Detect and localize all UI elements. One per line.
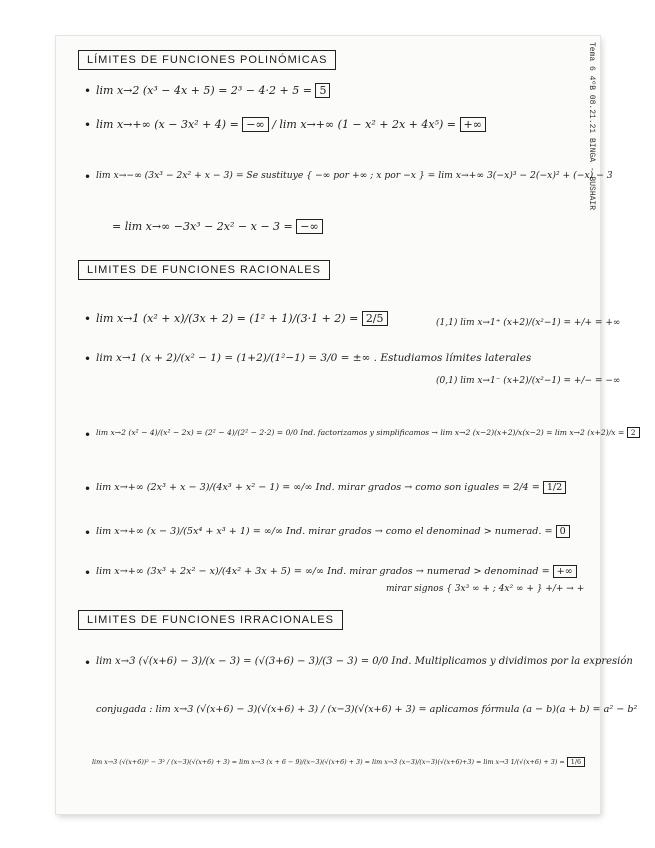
line-i1: lim x→3 (√(x+6) − 3)/(x − 3) = (√(3+6) − 3)/(3 − 3) = 0/0 Ind. Multiplicamos y dividimos por la expresión: [96, 656, 633, 667]
line-text: lim x→+∞ (3x³ + 2x² − x)/(4x² + 3x + 5) = ∞/∞ Ind. mirar grados → numerad > denominad =: [96, 566, 550, 577]
line-r6: [96, 566, 577, 577]
bullet: •: [84, 566, 92, 580]
line-text: lim x→1 (x² + x)/(3x + 2) = (1² + 1)/(3·1 + 2) =: [96, 312, 359, 325]
line-p3: lim x→−∞ (3x³ − 2x² + x − 3) = Se sustituye { −∞ por +∞ ; x por −x } = lim x→+∞ 3(−x)³ − 2(−x)² + (−x) − 3: [96, 170, 613, 181]
answer-box: −∞: [296, 219, 322, 234]
line-text: lim x→+∞ (x − 3)/(5x⁴ + x³ + 1) = ∞/∞ Ind. mirar grados → como el denominad > numerad. =: [96, 526, 553, 537]
answer-box: 1/6: [567, 757, 585, 767]
line-r5: [96, 526, 570, 537]
line-text: lim x→2 (x³ − 4x + 5) = 2³ − 4·2 + 5 =: [96, 84, 312, 97]
bullet: •: [84, 428, 92, 442]
answer-box: 1/2: [543, 481, 566, 494]
bullet: •: [84, 482, 92, 496]
line-text: lim x→2 (x² − 4)/(x² − 2x) = (2² − 4)/(2² − 2·2) = 0/0 Ind. factorizamos y simplificamos → lim x→2 (x−2)(x+2)/x(x−2) = lim x→2 (x+2)/x =: [96, 428, 625, 437]
line-r6-note: mirar signos { 3x³ ∞ + ; 4x² ∞ + } +/+ → +: [386, 584, 585, 594]
line-p4: [112, 220, 323, 233]
line-text: lim x→3 (√(x+6))² − 3² / (x−3)(√(x+6) + 3) = lim x→3 (x + 6 − 9)/(x−3)(√(x+6) + 3) = lim x→3 (x−3)/(x−3)(√(x+6)+3) = lim x→3 1/(√(x+6) + 3) =: [92, 758, 565, 766]
bullet: •: [84, 656, 92, 670]
bullet: •: [84, 526, 92, 540]
answer-box: 0: [556, 525, 570, 538]
answer-box: −∞: [242, 117, 268, 132]
line-r3: [96, 428, 640, 437]
notebook-page: [56, 36, 638, 814]
bullet: •: [84, 170, 92, 184]
heading-irracionales: LIMITES DE FUNCIONES IRRACIONALES: [78, 610, 343, 630]
line-p1: [96, 84, 330, 97]
line-text: lim x→+∞ (2x³ + x − 3)/(4x³ + x² − 1) = ∞/∞ Ind. mirar grados → como son iguales = 2/4 =: [96, 482, 540, 493]
line-i2: conjugada : lim x→3 (√(x+6) − 3)(√(x+6) + 3) / (x−3)(√(x+6) + 3) = aplicamos fórmula (a − b)(a + b) = a² − b²: [96, 704, 638, 715]
heading-racionales: LIMITES DE FUNCIONES RACIONALES: [78, 260, 330, 280]
line-r1: [96, 312, 388, 325]
bullet: •: [84, 352, 92, 366]
answer-box: +∞: [460, 117, 486, 132]
answer-box: 5: [315, 83, 330, 98]
line-r2: lim x→1 (x + 2)/(x² − 1) = (1+2)/(1²−1) = 3/0 = ±∞ . Estudiamos límites laterales: [96, 352, 532, 364]
margin-note: Tema 6 4ºB 08.21.21 BINGA - BUSHAIR: [587, 42, 596, 211]
answer-box: +∞: [553, 565, 577, 578]
answer-box: 2: [627, 427, 640, 438]
line-r2b: (0,1) lim x→1⁻ (x+2)/(x²−1) = +/− = −∞: [436, 376, 621, 386]
line-r4: [96, 482, 566, 493]
line-p2: [96, 118, 486, 131]
line-r2a: (1,1) lim x→1⁺ (x+2)/(x²−1) = +/+ = +∞: [436, 318, 621, 328]
heading-polinomicas: LÍMITES DE FUNCIONES POLINÓMICAS: [78, 50, 336, 70]
line-text: = lim x→∞ −3x³ − 2x² − x − 3 =: [112, 220, 293, 233]
line-text: / lim x→+∞ (1 − x² + 2x + 4x⁵) =: [272, 118, 457, 131]
bullet: •: [84, 312, 92, 326]
line-i3: [92, 758, 585, 766]
answer-box: 2/5: [362, 311, 388, 326]
line-text: lim x→+∞ (x − 3x² + 4) =: [96, 118, 239, 131]
bullet: •: [84, 118, 92, 132]
bullet: •: [84, 84, 92, 98]
